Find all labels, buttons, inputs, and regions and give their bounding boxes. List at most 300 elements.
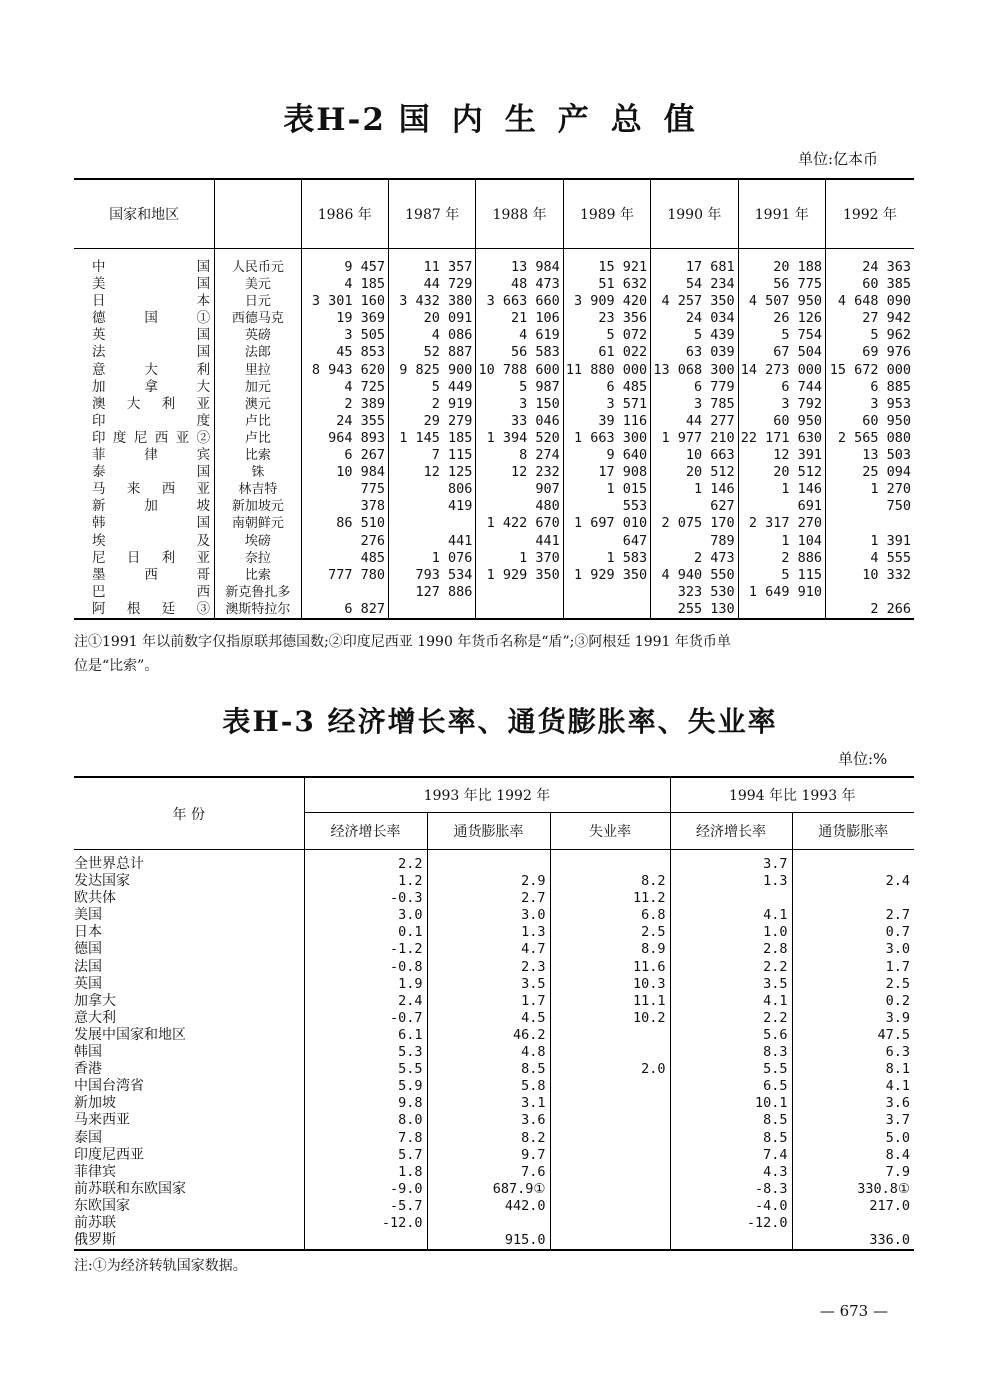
region-name: 日本 bbox=[74, 924, 102, 941]
region-name: 马来西亚 bbox=[74, 1112, 130, 1129]
gdp-value: 27 942 bbox=[826, 310, 915, 327]
rate-value bbox=[550, 1181, 670, 1198]
gdp-value: 6 267 bbox=[301, 447, 388, 464]
gdp-table-row bbox=[74, 293, 914, 310]
gdp-table-row bbox=[74, 464, 914, 481]
country-name: 加拿大 bbox=[92, 378, 211, 395]
rate-value bbox=[550, 1044, 670, 1061]
gdp-value: 12 232 bbox=[476, 464, 563, 481]
gdp-value bbox=[563, 584, 650, 601]
currency-unit: 里拉 bbox=[215, 362, 301, 379]
gdp-value: 1 145 185 bbox=[388, 430, 475, 447]
region-name: 俄罗斯 bbox=[74, 1232, 304, 1250]
region-name: 菲律宾 bbox=[74, 1163, 116, 1180]
country-name: 澳大利亚 bbox=[92, 395, 211, 412]
rate-value: 4.8 bbox=[427, 1044, 550, 1061]
gdp-value: 1 270 bbox=[826, 481, 915, 498]
table-h2-number: 表H-2 bbox=[283, 102, 386, 138]
rate-value: 2.5 bbox=[792, 976, 914, 993]
rate-value: -0.7 bbox=[304, 1010, 427, 1027]
gdp-value: 907 bbox=[476, 481, 563, 498]
country-name: 法国 bbox=[92, 344, 211, 361]
rate-value: 4.1 bbox=[670, 907, 792, 924]
rate-value: 6.5 bbox=[670, 1078, 792, 1095]
rate-value: 915.0 bbox=[427, 1232, 550, 1250]
gdp-value: 10 332 bbox=[826, 567, 915, 584]
rate-value: 336.0 bbox=[792, 1232, 914, 1250]
gdp-value: 777 780 bbox=[301, 567, 388, 584]
gdp-value: 5 962 bbox=[826, 327, 915, 344]
rate-value: 8.0 bbox=[304, 1112, 427, 1129]
table-h3-row bbox=[74, 1061, 914, 1078]
table-h3-row bbox=[74, 959, 914, 976]
table-h2-note-line: 位是“比索”。 bbox=[74, 658, 159, 674]
rate-value bbox=[550, 850, 670, 874]
gdp-table-row bbox=[74, 344, 914, 361]
rate-value: 4.7 bbox=[427, 941, 550, 958]
rate-value: 8.5 bbox=[427, 1061, 550, 1078]
rate-value: 11.2 bbox=[550, 890, 670, 907]
table-h3-row bbox=[74, 924, 914, 941]
rate-value: 6.1 bbox=[304, 1027, 427, 1044]
gdp-table bbox=[74, 178, 914, 620]
gdp-value: 691 bbox=[738, 498, 825, 515]
gdp-table-row bbox=[74, 413, 914, 430]
gdp-value: 3 432 380 bbox=[388, 293, 475, 310]
region-name: 法国 bbox=[74, 958, 102, 975]
country-name: 埃及 bbox=[92, 532, 211, 549]
region-name: 泰国 bbox=[74, 1129, 102, 1146]
rate-value: 2.9 bbox=[427, 873, 550, 890]
rate-value: 217.0 bbox=[792, 1198, 914, 1215]
gdp-value: 48 473 bbox=[476, 276, 563, 293]
gdp-value: 10 663 bbox=[651, 447, 738, 464]
table-h3-note: 注:①为经济转轨国家数据。 bbox=[74, 1258, 247, 1274]
gdp-table-row bbox=[74, 498, 914, 515]
gdp-value: 3 663 660 bbox=[476, 293, 563, 310]
table-h3-row bbox=[74, 1010, 914, 1027]
rate-value bbox=[670, 1232, 792, 1250]
rate-value: 3.1 bbox=[427, 1095, 550, 1112]
rate-value: 3.5 bbox=[427, 976, 550, 993]
country-name: 印度尼西亚② bbox=[92, 429, 211, 446]
gdp-value: 63 039 bbox=[651, 344, 738, 361]
rate-value: 3.9 bbox=[792, 1010, 914, 1027]
gdp-value: 6 779 bbox=[651, 379, 738, 396]
gdp-value: 20 188 bbox=[738, 249, 825, 277]
rate-value: 2.5 bbox=[550, 924, 670, 941]
rate-value: 687.9① bbox=[427, 1181, 550, 1198]
region-name: 中国台湾省 bbox=[74, 1078, 144, 1095]
table-h3-row bbox=[74, 890, 914, 907]
gdp-value: 26 126 bbox=[738, 310, 825, 327]
rate-value: 8.2 bbox=[550, 873, 670, 890]
rate-value: 8.9 bbox=[550, 941, 670, 958]
gdp-value: 24 034 bbox=[651, 310, 738, 327]
rate-value: 0.7 bbox=[792, 924, 914, 941]
table-h3-header-row bbox=[74, 777, 914, 813]
table-h3-row bbox=[74, 1232, 914, 1250]
table-h3-body bbox=[74, 850, 914, 1251]
rate-value bbox=[550, 1027, 670, 1044]
country-name: 美国 bbox=[92, 276, 211, 293]
table-h3-title: 表H-3 经济增长率、通货膨胀率、失业率 bbox=[222, 705, 778, 738]
gdp-value: 86 510 bbox=[301, 515, 388, 532]
rate-value: 2.4 bbox=[304, 993, 427, 1010]
rate-value: 3.5 bbox=[670, 976, 792, 993]
gdp-value: 4 185 bbox=[301, 276, 388, 293]
gdp-value: 964 893 bbox=[301, 430, 388, 447]
rate-value: 0.1 bbox=[304, 924, 427, 941]
gdp-value: 9 640 bbox=[563, 447, 650, 464]
table-h2-note-line: 注①1991 年以前数字仅指原联邦德国数;②印度尼西亚 1990 年货币名称是“盾”;③阿根廷 1991 年货币单 bbox=[74, 634, 731, 650]
gdp-table-row bbox=[74, 310, 914, 327]
rate-value bbox=[792, 1215, 914, 1232]
gdp-table-row bbox=[74, 362, 914, 379]
rate-value: 3.0 bbox=[427, 907, 550, 924]
rate-value: 4.5 bbox=[427, 1010, 550, 1027]
table-h3-row bbox=[74, 1181, 914, 1198]
gdp-value: 750 bbox=[826, 498, 915, 515]
gdp-value: 56 583 bbox=[476, 344, 563, 361]
rate-value: 7.6 bbox=[427, 1164, 550, 1181]
region-name: 印度尼西亚 bbox=[74, 1146, 144, 1163]
currency-unit: 比索 bbox=[215, 567, 301, 584]
gdp-table-row bbox=[74, 533, 914, 550]
rate-value: -8.3 bbox=[670, 1181, 792, 1198]
rate-value: 442.0 bbox=[427, 1198, 550, 1215]
gdp-table-row bbox=[74, 396, 914, 413]
year-column-header: 1988 年 bbox=[476, 179, 563, 249]
currency-unit: 南朝鲜元 bbox=[215, 515, 301, 532]
inflation-rate-header: 通货膨胀率 bbox=[792, 813, 914, 850]
table-h3-row bbox=[74, 941, 914, 958]
gdp-value: 11 880 000 bbox=[563, 362, 650, 379]
rate-value bbox=[550, 1095, 670, 1112]
gdp-value: 793 534 bbox=[388, 567, 475, 584]
rate-value: 47.5 bbox=[792, 1027, 914, 1044]
inflation-rate-header: 通货膨胀率 bbox=[427, 813, 550, 850]
gdp-value: 10 788 600 bbox=[476, 362, 563, 379]
gdp-value: 2 886 bbox=[738, 550, 825, 567]
gdp-value: 5 072 bbox=[563, 327, 650, 344]
gdp-value bbox=[826, 515, 915, 532]
rate-value bbox=[550, 1164, 670, 1181]
year-column-header: 1990 年 bbox=[651, 179, 738, 249]
table-h3-row bbox=[74, 1198, 914, 1215]
gdp-value bbox=[476, 584, 563, 601]
gdp-value: 4 507 950 bbox=[738, 293, 825, 310]
gdp-value: 127 886 bbox=[388, 584, 475, 601]
gdp-value: 1 583 bbox=[563, 550, 650, 567]
gdp-value: 5 754 bbox=[738, 327, 825, 344]
rate-value: 2.2 bbox=[670, 1010, 792, 1027]
gdp-value: 1 015 bbox=[563, 481, 650, 498]
gdp-value: 3 785 bbox=[651, 396, 738, 413]
gdp-value: 44 277 bbox=[651, 413, 738, 430]
gdp-value: 14 273 000 bbox=[738, 362, 825, 379]
gdp-table-row bbox=[74, 584, 914, 601]
gdp-value: 67 504 bbox=[738, 344, 825, 361]
table-h2-name: 国内生产总值 bbox=[398, 102, 717, 138]
gdp-value: 6 827 bbox=[301, 601, 388, 619]
gdp-value: 276 bbox=[301, 533, 388, 550]
table-h3-row bbox=[74, 1215, 914, 1232]
rate-value: 2.2 bbox=[304, 850, 427, 874]
gdp-value: 1 146 bbox=[738, 481, 825, 498]
rate-value: 4.3 bbox=[670, 1164, 792, 1181]
gdp-value: 4 725 bbox=[301, 379, 388, 396]
country-name: 意大利 bbox=[92, 361, 211, 378]
rate-value: 10.3 bbox=[550, 976, 670, 993]
page-number: — 673 — bbox=[819, 1302, 888, 1320]
table-h3-row bbox=[74, 1147, 914, 1164]
gdp-value: 2 075 170 bbox=[651, 515, 738, 532]
table-h2-unit: 单位:亿本币 bbox=[798, 150, 879, 168]
rate-value bbox=[550, 1147, 670, 1164]
rate-value: 5.5 bbox=[304, 1061, 427, 1078]
year-column-header: 1989 年 bbox=[563, 179, 650, 249]
rate-value: 2.8 bbox=[670, 941, 792, 958]
region-name: 发达国家 bbox=[74, 873, 130, 890]
gdp-value: 60 950 bbox=[738, 413, 825, 430]
rate-value bbox=[550, 1112, 670, 1129]
gdp-table-header bbox=[74, 179, 914, 249]
gdp-value: 1 663 300 bbox=[563, 430, 650, 447]
rate-value: 9.8 bbox=[304, 1095, 427, 1112]
gdp-value: 13 068 300 bbox=[651, 362, 738, 379]
region-name: 新加坡 bbox=[74, 1095, 116, 1112]
gdp-value: 441 bbox=[476, 533, 563, 550]
rate-value: 4.1 bbox=[670, 993, 792, 1010]
gdp-value: 21 106 bbox=[476, 310, 563, 327]
gdp-value: 15 672 000 bbox=[826, 362, 915, 379]
gdp-value: 3 792 bbox=[738, 396, 825, 413]
rate-value: 5.3 bbox=[304, 1044, 427, 1061]
rate-value: 1.7 bbox=[792, 959, 914, 976]
currency-unit: 澳元 bbox=[215, 396, 301, 413]
currency-unit: 林吉特 bbox=[215, 481, 301, 498]
gdp-value: 1 104 bbox=[738, 533, 825, 550]
currency-unit: 新克鲁扎多 bbox=[215, 584, 301, 601]
rate-value: 8.5 bbox=[670, 1130, 792, 1147]
year-column-header: 1991 年 bbox=[738, 179, 825, 249]
table-h3-row bbox=[74, 1130, 914, 1147]
table-h3-row bbox=[74, 976, 914, 993]
region-name: 英国 bbox=[74, 975, 102, 992]
gdp-value: 441 bbox=[388, 533, 475, 550]
gdp-value: 1 649 910 bbox=[738, 584, 825, 601]
table-h3-row bbox=[74, 1095, 914, 1112]
currency-unit: 埃磅 bbox=[215, 533, 301, 550]
gdp-value: 45 853 bbox=[301, 344, 388, 361]
rate-value bbox=[550, 1130, 670, 1147]
region-name: 加拿大 bbox=[74, 992, 116, 1009]
gdp-value: 4 257 350 bbox=[651, 293, 738, 310]
rate-value: 7.8 bbox=[304, 1130, 427, 1147]
gdp-value: 11 357 bbox=[388, 249, 475, 277]
region-name: 发展中国家和地区 bbox=[74, 1026, 186, 1043]
gdp-value: 553 bbox=[563, 498, 650, 515]
country-name: 菲律宾 bbox=[92, 447, 211, 464]
rate-value: 7.4 bbox=[670, 1147, 792, 1164]
gdp-value: 3 953 bbox=[826, 396, 915, 413]
currency-unit: 奈拉 bbox=[215, 550, 301, 567]
gdp-value: 2 565 080 bbox=[826, 430, 915, 447]
gdp-table-row bbox=[74, 276, 914, 293]
rate-value: 4.1 bbox=[792, 1078, 914, 1095]
gdp-value bbox=[563, 601, 650, 619]
gdp-table-row bbox=[74, 601, 914, 619]
rate-value bbox=[670, 890, 792, 907]
gdp-table-row bbox=[74, 481, 914, 498]
gdp-value: 2 266 bbox=[826, 601, 915, 619]
gdp-value: 1 977 210 bbox=[651, 430, 738, 447]
rate-value bbox=[550, 1232, 670, 1250]
gdp-value: 5 439 bbox=[651, 327, 738, 344]
country-name: 巴西 bbox=[92, 583, 211, 600]
rate-value: 2.3 bbox=[427, 959, 550, 976]
gdp-value: 52 887 bbox=[388, 344, 475, 361]
region-name: 德国 bbox=[74, 941, 102, 958]
gdp-value: 2 919 bbox=[388, 396, 475, 413]
gdp-value: 5 115 bbox=[738, 567, 825, 584]
gdp-value bbox=[738, 601, 825, 619]
gdp-value: 44 729 bbox=[388, 276, 475, 293]
rate-value: 3.0 bbox=[304, 907, 427, 924]
rate-value: -12.0 bbox=[304, 1215, 427, 1232]
currency-column-header bbox=[215, 179, 301, 249]
gdp-value: 1 146 bbox=[651, 481, 738, 498]
rate-value: 5.6 bbox=[670, 1027, 792, 1044]
currency-unit: 英磅 bbox=[215, 327, 301, 344]
gdp-value: 480 bbox=[476, 498, 563, 515]
unemployment-rate-header: 失业率 bbox=[550, 813, 670, 850]
gdp-value: 806 bbox=[388, 481, 475, 498]
gdp-value: 15 921 bbox=[563, 249, 650, 277]
gdp-value: 10 984 bbox=[301, 464, 388, 481]
gdp-value bbox=[301, 584, 388, 601]
rate-value: 0.2 bbox=[792, 993, 914, 1010]
gdp-value: 39 116 bbox=[563, 413, 650, 430]
table-h3-row bbox=[74, 1078, 914, 1095]
rate-value: 8.4 bbox=[792, 1147, 914, 1164]
currency-unit: 西德马克 bbox=[215, 310, 301, 327]
rate-value: -1.2 bbox=[304, 941, 427, 958]
gdp-value: 13 503 bbox=[826, 447, 915, 464]
region-name: 韩国 bbox=[74, 1044, 102, 1061]
rate-value: 3.7 bbox=[792, 1112, 914, 1129]
rate-value: 2.7 bbox=[792, 907, 914, 924]
rate-value: 5.9 bbox=[304, 1078, 427, 1095]
rate-value: 5.7 bbox=[304, 1147, 427, 1164]
gdp-value: 1 697 010 bbox=[563, 515, 650, 532]
gdp-value: 51 632 bbox=[563, 276, 650, 293]
gdp-value: 60 950 bbox=[826, 413, 915, 430]
country-name: 阿根廷③ bbox=[74, 601, 215, 619]
table-h2-note bbox=[74, 630, 914, 678]
rate-value: 8.3 bbox=[670, 1044, 792, 1061]
gdp-value: 8 943 620 bbox=[301, 362, 388, 379]
gdp-value: 775 bbox=[301, 481, 388, 498]
gdp-value: 33 046 bbox=[476, 413, 563, 430]
country-name: 印度 bbox=[92, 412, 211, 429]
currency-unit: 铢 bbox=[215, 464, 301, 481]
country-name: 日本 bbox=[92, 293, 211, 310]
gdp-value: 5 987 bbox=[476, 379, 563, 396]
gdp-value: 627 bbox=[651, 498, 738, 515]
rate-value bbox=[550, 1215, 670, 1232]
table-h3-row bbox=[74, 1044, 914, 1061]
gdp-value: 4 086 bbox=[388, 327, 475, 344]
gdp-value: 25 094 bbox=[826, 464, 915, 481]
rate-value: 330.8① bbox=[792, 1181, 914, 1198]
currency-unit: 卢比 bbox=[215, 413, 301, 430]
gdp-value: 378 bbox=[301, 498, 388, 515]
currency-unit: 日元 bbox=[215, 293, 301, 310]
gdp-value: 19 369 bbox=[301, 310, 388, 327]
table-h3-row bbox=[74, 873, 914, 890]
rate-value: 1.8 bbox=[304, 1164, 427, 1181]
rate-value: 8.5 bbox=[670, 1112, 792, 1129]
year-column-header: 1986 年 bbox=[301, 179, 388, 249]
gdp-table-row bbox=[74, 447, 914, 464]
rate-value: 1.0 bbox=[670, 924, 792, 941]
rate-value bbox=[792, 850, 914, 874]
gdp-value: 23 356 bbox=[563, 310, 650, 327]
gdp-value: 20 512 bbox=[738, 464, 825, 481]
gdp-value: 2 317 270 bbox=[738, 515, 825, 532]
rate-value: -9.0 bbox=[304, 1181, 427, 1198]
table-h3-row bbox=[74, 993, 914, 1010]
rate-value: -0.8 bbox=[304, 959, 427, 976]
currency-unit: 澳斯特拉尔 bbox=[215, 601, 301, 619]
gdp-value: 7 115 bbox=[388, 447, 475, 464]
gdp-value bbox=[476, 601, 563, 619]
gdp-value: 54 234 bbox=[651, 276, 738, 293]
country-name: 墨西哥 bbox=[92, 566, 211, 583]
growth-rate-header: 经济增长率 bbox=[670, 813, 792, 850]
gdp-value: 2 389 bbox=[301, 396, 388, 413]
rate-value: 3.0 bbox=[792, 941, 914, 958]
gdp-value: 17 681 bbox=[651, 249, 738, 277]
rate-value bbox=[427, 1215, 550, 1232]
gdp-value: 12 125 bbox=[388, 464, 475, 481]
gdp-value: 255 130 bbox=[651, 601, 738, 619]
rate-value: 1.9 bbox=[304, 976, 427, 993]
gdp-value bbox=[388, 601, 475, 619]
rate-value: 6.8 bbox=[550, 907, 670, 924]
gdp-value: 69 976 bbox=[826, 344, 915, 361]
region-name: 前苏联 bbox=[74, 1214, 116, 1231]
rate-value: 3.6 bbox=[792, 1095, 914, 1112]
gdp-value: 61 022 bbox=[563, 344, 650, 361]
rate-value: -0.3 bbox=[304, 890, 427, 907]
gdp-value: 1 370 bbox=[476, 550, 563, 567]
region-name: 香港 bbox=[74, 1061, 102, 1078]
gdp-value: 1 929 350 bbox=[476, 567, 563, 584]
table-h3-row bbox=[74, 1027, 914, 1044]
gdp-value: 3 505 bbox=[301, 327, 388, 344]
gdp-value: 1 422 670 bbox=[476, 515, 563, 532]
gdp-table-row bbox=[74, 550, 914, 567]
rate-value: 1.3 bbox=[427, 924, 550, 941]
country-name: 英国 bbox=[92, 327, 211, 344]
rate-value: 11.1 bbox=[550, 993, 670, 1010]
table-h3-row bbox=[74, 907, 914, 924]
rate-value: 10.2 bbox=[550, 1010, 670, 1027]
currency-unit: 加元 bbox=[215, 379, 301, 396]
